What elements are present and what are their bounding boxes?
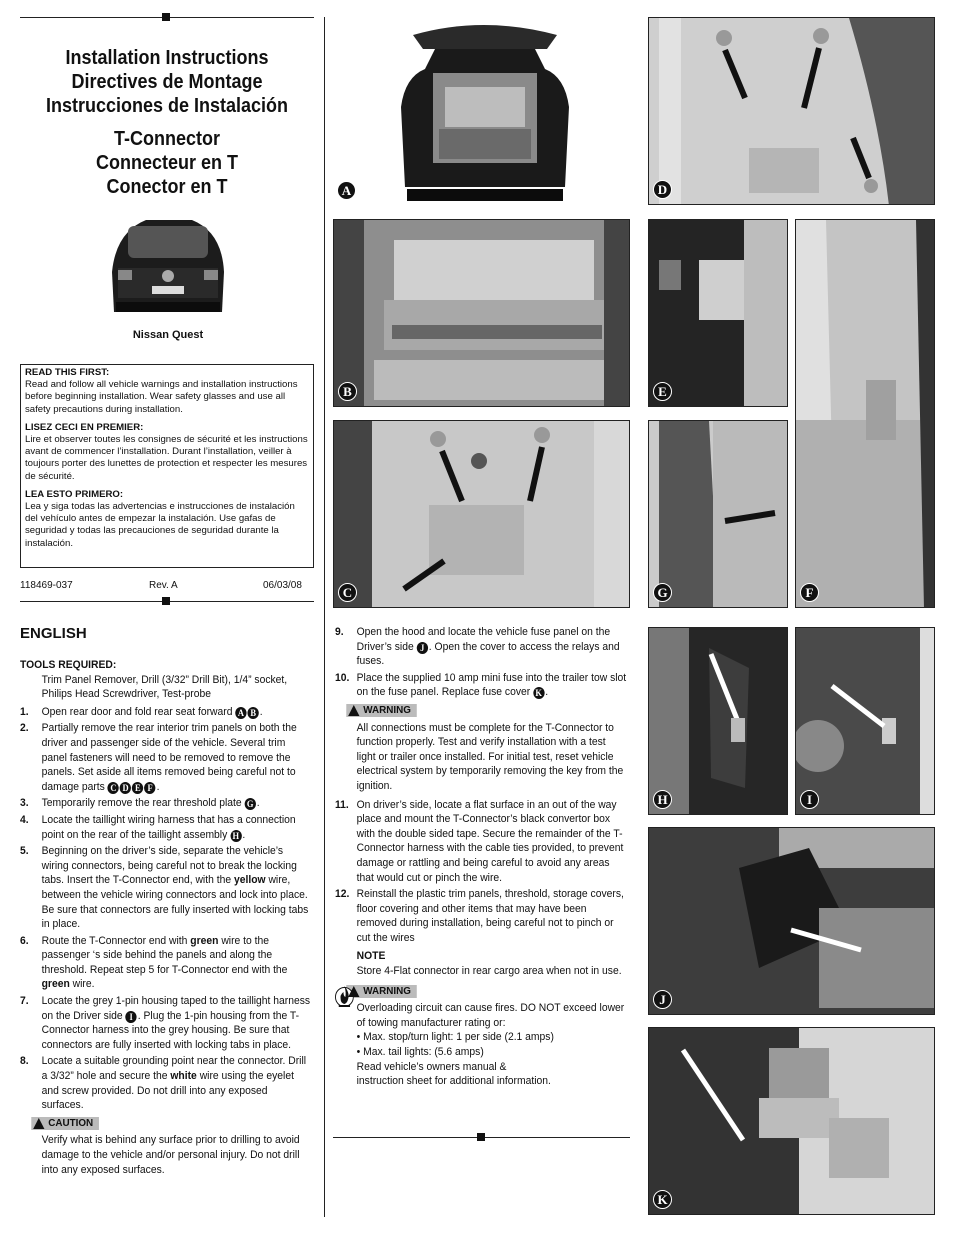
step-number: 10. <box>335 671 350 684</box>
ref-a: A <box>235 707 246 719</box>
step-text: Locate the taillight wiring harness that has a connection point on the rear of the taillight assembly <box>41 813 296 841</box>
read-first-heading-fr: LISEZ CECI EN PREMIER: <box>25 421 144 433</box>
right-column <box>335 625 626 1089</box>
step-10 <box>335 671 626 700</box>
read-first-box <box>20 364 314 568</box>
photo-e <box>648 219 788 407</box>
meta-rule-marker <box>162 597 170 605</box>
step-number: 12. <box>335 888 350 901</box>
product-en: T-Connector <box>113 128 221 150</box>
photo-label-h: H <box>653 790 672 809</box>
vehicle-caption: Nissan Quest <box>132 329 204 341</box>
step-4 <box>20 813 311 842</box>
warning-text: WARNING <box>363 984 411 997</box>
ref-i: I <box>126 1011 137 1023</box>
step-12 <box>335 887 626 945</box>
step-number: 7. <box>20 995 29 1008</box>
read-first-body-en: Read and follow all vehicle warnings and installation instructions before beginning installation. Wear safety glasses and use all safety precautions during installation. <box>25 379 298 415</box>
step-text: Place the supplied 10 amp mini fuse into the trailer tow slot on the fuse panel. Replace fuse cover <box>356 671 627 699</box>
step-number: 1. <box>20 705 29 718</box>
vehicle-photo <box>106 212 230 322</box>
warning-body-1: All connections must be complete for the T-Connector to function properly. Test and verify installation with a test light or trailer once installed. For initial test, reset vehicle electrical system by temporarily removing the key from the ignition. <box>356 721 624 792</box>
step-tail: . <box>259 705 263 718</box>
step-number: 3. <box>20 797 29 810</box>
photo-k <box>648 1027 935 1215</box>
ref-f: F <box>144 782 155 794</box>
step-text: Locate a suitable grounding point near the connector. Drill a 3/32” hole and secure the <box>41 1055 307 1083</box>
warning-line: instruction sheet for additional information. <box>356 1075 551 1088</box>
ref-h: H <box>230 830 241 842</box>
tools-heading: TOOLS REQUIRED: <box>20 659 117 671</box>
warning-triangle-icon <box>348 705 359 716</box>
step-number: 2. <box>20 722 29 735</box>
photo-a <box>333 17 630 205</box>
step-6 <box>20 934 311 992</box>
warning-label-1 <box>346 704 416 717</box>
step-3 <box>20 796 311 811</box>
step-text: Temporarily remove the rear threshold plate <box>41 797 245 810</box>
step-11 <box>335 798 626 886</box>
column-divider <box>324 17 325 1217</box>
step-9 <box>335 625 626 669</box>
tools-body: Trim Panel Remover, Drill (3/32” Drill Bit), 1/4” socket, Philips Head Screwdriver, Test-probe <box>41 673 288 701</box>
photo-b <box>333 219 630 407</box>
read-first-heading-en: READ THIS FIRST: <box>25 367 110 378</box>
step-text: wire using the eyelet and screw provided. Do not drill into any exposed surfaces. <box>41 1070 294 1112</box>
step-2 <box>20 721 311 794</box>
warning-line: Read vehicle’s owners manual & <box>356 1060 507 1073</box>
photo-label-c: C <box>338 583 357 602</box>
photo-label-i: I <box>800 790 819 809</box>
step-5 <box>20 844 311 932</box>
photo-label-g: G <box>653 583 672 602</box>
ref-j: J <box>417 642 428 654</box>
photo-label-b: B <box>338 382 357 401</box>
ref-g: G <box>244 798 255 810</box>
revision: Rev. A <box>149 580 178 591</box>
step-text: . Open the cover to access the relays and fuses. <box>356 640 620 668</box>
step-number: 6. <box>20 934 29 947</box>
ref-d: D <box>120 782 131 794</box>
wire-color: white <box>170 1070 197 1083</box>
warning-triangle-icon <box>33 1118 44 1129</box>
step-text: wire to the passenger ‘s side behind the panels and along the threshold. Repeat step 5 for T-Connector end with the <box>41 934 288 976</box>
step-8 <box>20 1054 311 1112</box>
section-title: ENGLISH <box>20 625 87 642</box>
photo-d <box>648 17 935 205</box>
warning-line: • Max. stop/turn light: 1 per side (2.1 amps) <box>356 1031 554 1044</box>
read-first-body-fr: Lire et observer toutes les consignes de sécurité et les instructions avant de commencer l’installation. Durant l’installation, veiller à toujours porter des lunettes de protection et respecter les mesures de sécurité. <box>25 434 308 482</box>
product-fr: Connecteur en T <box>95 152 239 174</box>
step-text: Locate the grey 1-pin housing taped to the taillight harness on the Driver side <box>41 995 311 1022</box>
note-heading: NOTE <box>356 950 386 963</box>
top-rule-marker <box>162 13 170 21</box>
step-text: Reinstall the plastic trim panels, threshold, storage covers, floor covering and other items that may have been removed during installation, being careful not to pinch or cut the wires <box>356 888 624 944</box>
step-1 <box>20 705 311 720</box>
warning-line: Overloading circuit can cause fires. DO NOT exceed lower of towing manufacturer rating or: <box>356 1002 625 1029</box>
step-text: Open rear door and fold rear seat forward <box>41 705 236 718</box>
step-number: 4. <box>20 813 29 826</box>
photo-i <box>795 627 935 815</box>
ref-b: B <box>248 707 259 719</box>
photo-label-a: A <box>337 181 356 200</box>
step-text: . <box>545 686 549 699</box>
step-7 <box>20 994 311 1052</box>
step-number: 9. <box>335 626 344 638</box>
wire-color: yellow <box>233 874 266 887</box>
bottom-rule-marker <box>477 1133 485 1141</box>
title-fr: Directives de Montage <box>71 71 263 93</box>
step-number: 8. <box>20 1055 29 1068</box>
photo-label-f: F <box>800 583 819 602</box>
step-text: . Plug the 1-pin housing from the T-Connector harness into the grey housing. Be sure that connectors are fully inserted with locking tabs in place. <box>41 1009 300 1051</box>
photo-label-j: J <box>653 990 672 1009</box>
step-text: wire. <box>69 978 95 991</box>
warning-label-2 <box>346 985 416 998</box>
step-text: Open the hood and locate the vehicle fuse panel on the Driver’s side <box>356 626 611 653</box>
caution-label <box>31 1117 99 1130</box>
product-es: Conector en T <box>106 176 228 198</box>
warning-line: • Max. tail lights: (5.6 amps) <box>356 1046 484 1059</box>
title-block <box>35 46 300 118</box>
wire-color: green <box>190 934 219 947</box>
part-number: 118469-037 <box>20 580 73 591</box>
photo-c <box>333 420 630 608</box>
title-es: Instrucciones de Instalación <box>45 95 289 117</box>
photo-f <box>795 219 935 608</box>
title-en: Installation Instructions <box>65 47 269 69</box>
caution-body: Verify what is behind any surface prior to drilling to avoid damage to the vehicle and/or personal injury. Do not drill into any exposed surfaces. <box>41 1134 300 1176</box>
warning-text: WARNING <box>363 704 411 717</box>
photo-label-e: E <box>653 382 672 401</box>
ref-c: C <box>108 782 119 794</box>
ref-k: K <box>533 687 544 699</box>
photo-j <box>648 827 935 1015</box>
caution-text: CAUTION <box>48 1117 94 1130</box>
date: 06/03/08 <box>263 580 302 591</box>
warning-triangle-icon <box>348 986 359 997</box>
step-text: Partially remove the rear interior trim panels on both the driver and passenger side of the vehicle. Several trim panel fasteners will need to be removed to remove the panels. Set aside all items removed being careful not to damage parts <box>41 722 297 793</box>
read-first-body-es: Lea y siga todas las advertencias e instrucciones de instalación del vehículo antes de empezar la instalación. Use gafas de seguridad y todas las precauciones de seguridad durante la instalación. <box>25 501 295 549</box>
step-text: Route the T-Connector end with <box>41 934 191 947</box>
step-text: Beginning on the driver’s side, separate the vehicle’s wiring connectors, being careful not to break the locking tabs. Insert the T-Connector end, with the <box>41 845 297 887</box>
step-text: wire, between the vehicle wiring connectors and lock into place. Be sure that connectors are fully inserted with locking tabs in place. <box>41 874 309 931</box>
step-tail: . <box>242 828 246 841</box>
step-tail: . <box>156 780 160 793</box>
product-block <box>35 127 300 199</box>
step-number: 11. <box>335 798 349 811</box>
left-column <box>20 658 311 1177</box>
step-text: On driver’s side, locate a flat surface in an out of the way place and mount the T-Connector’s black convertor box with the double sided tape. Secure the remainder of the T-Connector harness with the cable ties provided, to prevent damage or rattling and being careful to avoid any areas that would cut or pinch the wire. <box>356 798 624 884</box>
step-number: 5. <box>20 845 29 858</box>
photo-h <box>648 627 788 815</box>
wire-color: green <box>41 978 70 991</box>
step-tail: . <box>256 797 260 810</box>
ref-e: E <box>132 782 143 794</box>
photo-label-k: K <box>653 1190 672 1209</box>
read-first-heading-es: LEA ESTO PRIMERO: <box>25 488 124 500</box>
photo-label-d: D <box>653 180 672 199</box>
photo-g <box>648 420 788 608</box>
note-body: Store 4-Flat connector in rear cargo area when not in use. <box>356 965 622 978</box>
